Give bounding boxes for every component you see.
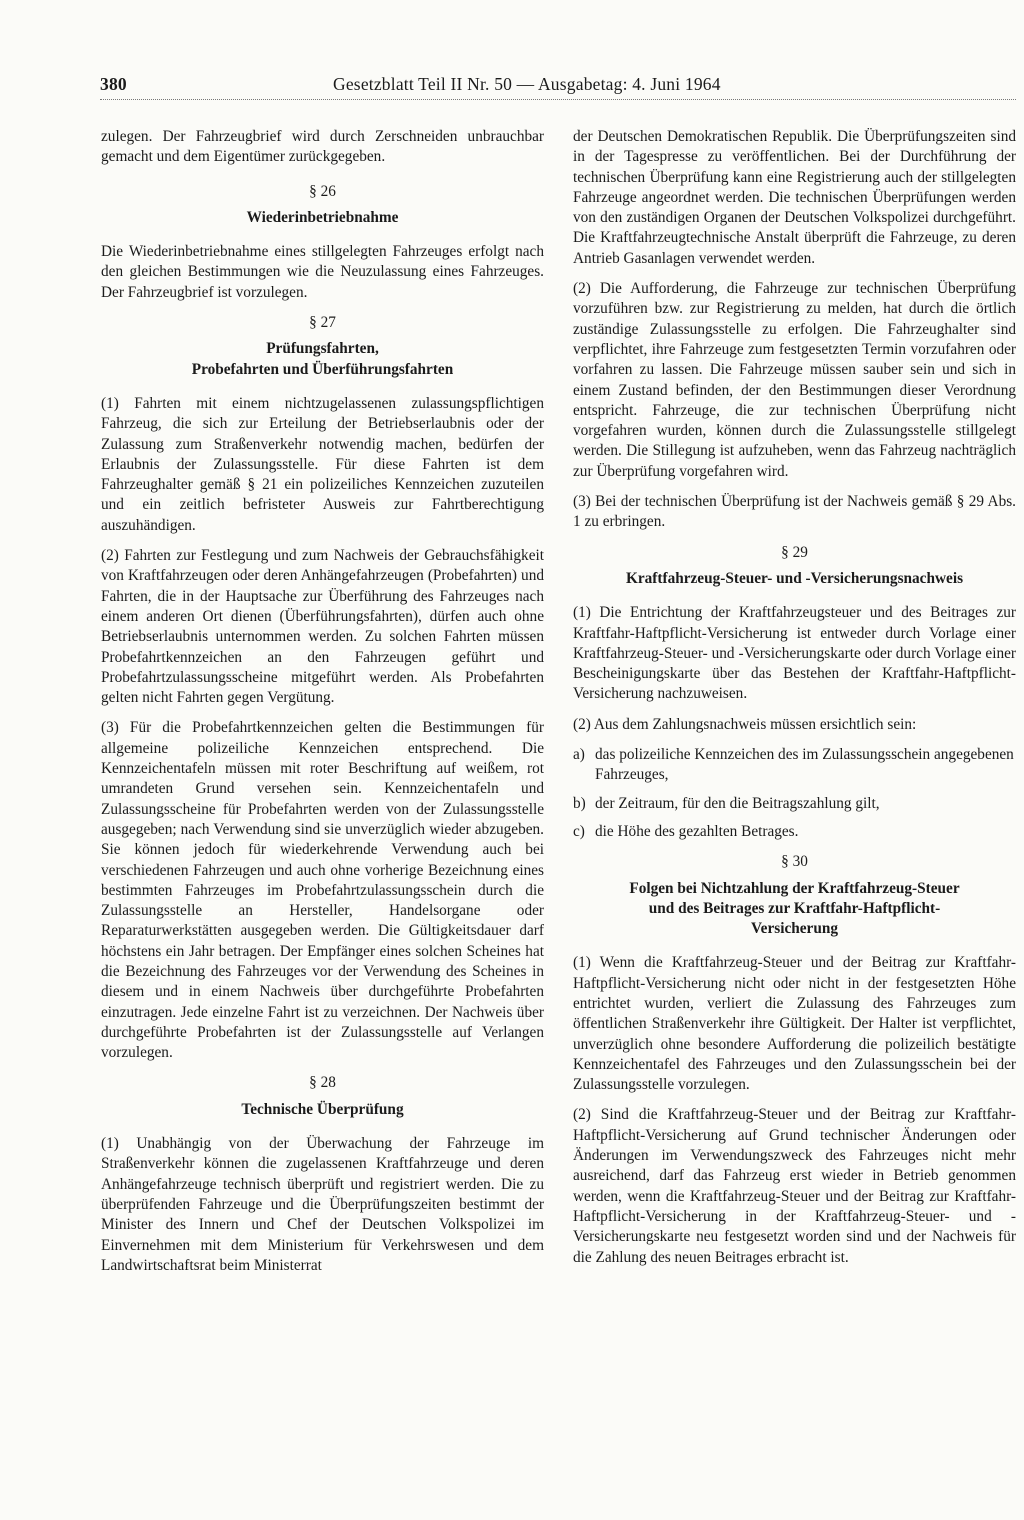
gazette-title: Gesetzblatt Teil II Nr. 50 — Ausgabetag: 4. Juni 1964 <box>333 74 721 94</box>
section-28-paragraph-1: (1) Unabhängig von der Überwachung der Fahrzeuge im Straßenverkehr können die zugelassenen Kraftfahrzeuge und deren Anhängefahrzeuge technisch überprüft und registriert werden. Die zu überprüfenden Fahrzeuge und die Überprüfungszeiten bestimmt der Minister des Innern und Chef der Deutschen Volkspolizei im Einvernehmen mit dem Ministerium für Verkehrswesen und dem Landwirtschaftsrat beim Ministerrat <box>101 1135 544 1274</box>
list-item-label: b) <box>573 794 586 812</box>
list-item-text: der Zeitraum, für den die Beitragszahlung gilt, <box>595 794 880 812</box>
section-27-paragraph-1: (1) Fahrten mit einem nichtzugelassenen zulassungspflichtigen Fahrzeug, die sich zur Erteilung der Betriebserlaubnis oder der Zulassung zum Straßenverkehr notwendig machen, bedürfen der Erlaubnis der Zulassungsstelle. Für diese Fahrten ist dem Fahrzeughalter gemäß § 21 ein polizeiliches Kennzeichen zuzuteilen und ein zeitlich befristeter Ausweis zur Fahrtberechtigung auszuhändigen. <box>101 394 544 534</box>
section-title-28: Technische Überprüfung <box>241 1100 404 1118</box>
section-28-paragraph-2: (2) Die Aufforderung, die Fahrzeuge zur technischen Überprüfung vorzuführen bzw. zur Registrierung zu melden, hat durch die örtlich zuständige Zulassungsstelle zu erfolgen. Die Fahrzeughalter sind verpflichtet, ihre Fahrzeuge zum festgesetzten Termin vorzufahren oder vorfahren zu lassen. Die Fahrzeuge müssen sauber sein und sich in einem Zustand befinden, der den Bestimmungen dieser Verordnung entspricht. Fahrzeuge, die zur technischen Überprüfung nicht vorgefahren wurden, können durch die Zulassungsstelle stillgelegt werden. Die Stillegung ist aufzuheben, wenn das Fahrzeug nachträglich zur Überprüfung vorgefahren wird. <box>573 280 1016 480</box>
list-item <box>573 822 1016 842</box>
section-27-paragraph-3: (3) Für die Probefahrtkennzeichen gelten die Bestimmungen für allgemeine polizeiliche Kennzeichen entsprechend. Die Kennzeichentafeln müssen mit roter Beschriftung auf weißem, rot umrandeten Grund versehen sein. Kennzeichentafeln und Zulassungsscheine für Probefahrten werden von der Zulassungsstelle ausgegeben; nach Verwendung sind sie unverzüglich wieder abzugeben. Sie können jedoch für wiederkehrende Verwendung auch bei verschiedenen Fahrzeugen und auch ohne vorherige Bezeichnung eines bestimmten Fahrzeuges im Probefahrtzulassungsschein durch die Zulassungsstelle an Hersteller, Handelsorgane oder Reparaturwerkstätten ausgegeben werden. Die Gültigkeitsdauer darf höchstens ein Jahr betragen. Der Empfänger eines solchen Scheines hat die Bezeichnung des Fahrzeuges vor der Verwendung des Scheines in diesem und in einem Nachweis über durchgeführte Probefahrten einzutragen. Jede einzelne Fahrt ist zu verzeichnen. Der Nachweis über durchgeführte Probefahrten ist der Zulassungsstelle auf Verlangen vorzulegen. <box>101 719 544 1062</box>
section-title-30-line1: Folgen bei Nichtzahlung der Kraftfahrzeug-Steuer <box>629 879 960 897</box>
section-29-paragraph-2: (2) Aus dem Zahlungsnachweis müssen ersichtlich sein: <box>573 715 917 733</box>
section-30-paragraph-1: (1) Wenn die Kraftfahrzeug-Steuer und der Beitrag zur Kraftfahr-Haftpflicht-Versicherung nicht oder nicht in der festgesetzten Höhe entrichtet wurden, verliert die Zulassung des Fahrzeuges zum öffentlichen Straßenverkehr ihre Gültigkeit. Der Halter ist verpflichtet, unverzüglich ohne besondere Aufforderung die polizeilich bestätigte Kennzeichentafel des Fahrzeuges und den Zulassungsschein bei der Zulassungsstelle vorzulegen. <box>573 954 1016 1094</box>
list-item-label: a) <box>573 746 585 764</box>
list-item <box>573 794 1016 814</box>
section-title-27-line1: Prüfungsfahrten, <box>266 340 379 358</box>
page-number: 380 <box>100 74 127 94</box>
section-number-26: § 26 <box>309 182 336 200</box>
section-title-26: Wiederinbetriebnahme <box>246 208 399 226</box>
section-28-paragraph-3: (3) Bei der technischen Überprüfung ist der Nachweis gemäß § 29 Abs. 1 zu erbringen. <box>573 493 1016 531</box>
section-27-paragraph-2: (2) Fahrten zur Festlegung und zum Nachweis der Gebrauchsfähigkeit von Kraftfahrzeugen oder deren Anhängefahrzeugen (Probefahrten) und Fahrten, die in der Hauptsache zur Überführung des Fahrzeuges nach einem anderen Ort dienen (Überführungsfahrten), dürfen auch ohne Betriebserlaubnis unternommen werden. Zu solchen Fahrten müssen Probefahrtkennzeichen an den Fahrzeugen geführt und Probefahrtzulassungsscheine mitgeführt werden. Als Probefahrten gelten nicht Fahrten gegen Vergütung. <box>101 547 544 707</box>
section-title-30-line3: Versicherung <box>751 920 838 938</box>
section-number-30: § 30 <box>781 853 808 871</box>
section-number-29: § 29 <box>781 543 808 561</box>
section-title-27-line2: Probefahrten und Überführungsfahrten <box>191 360 454 378</box>
continued-paragraph: zulegen. Der Fahrzeugbrief wird durch Zerschneiden unbrauchbar gemacht und dem Eigentümer zurückgegeben. <box>101 128 544 166</box>
section-title-27 <box>101 339 544 380</box>
right-column <box>573 127 1016 1278</box>
page-header <box>100 74 1016 98</box>
section-title-30-line2: und des Beitrages zur Kraftfahr-Haftpflicht- <box>648 899 941 917</box>
section-title-30 <box>573 879 1016 940</box>
list-item-text: die Höhe des gezahlten Betrages. <box>595 822 799 840</box>
left-column <box>101 127 544 1286</box>
list-item <box>573 745 1016 786</box>
section-26-paragraph: Die Wiederinbetriebnahme eines stillgelegten Fahrzeuges erfolgt nach den gleichen Bestimmungen wie die Neuzulassung eines Fahrzeuges. Der Fahrzeugbrief ist vorzulegen. <box>101 243 544 301</box>
list-item-label: c) <box>573 822 585 840</box>
section-number-27: § 27 <box>309 314 336 332</box>
section-30-paragraph-2: (2) Sind die Kraftfahrzeug-Steuer und der Beitrag zur Kraftfahr-Haftpflicht-Versicherung auf Grund technischer Änderungen oder Änderungen im Verwendungszweck des Fahrzeuges nicht mehr ausreichend, darf das Fahrzeug erst wieder in Betrieb genommen werden, wenn die Kraftfahrzeug-Steuer und der Beitrag zur Kraftfahr-Haftpflicht-Versicherung in der Kraftfahrzeug-Steuer- und -Versicherungskarte neu festgesetzt worden sind und der Nachweis für die Zahlung des neuen Beitrages erbracht ist. <box>573 1106 1016 1266</box>
header-divider <box>100 99 1016 100</box>
list-item-text: das polizeiliche Kennzeichen des im Zulassungsschein angegebenen Fahrzeuges, <box>595 746 1014 784</box>
section-29-paragraph-1: (1) Die Entrichtung der Kraftfahrzeugsteuer und des Beitrages zur Kraftfahr-Haftpflicht-Versicherung ist entweder durch Vorlage einer Kraftfahrzeug-Steuer- und -Versicherungskarte oder durch Vorlage einer Bescheinigungskarte über das Bestehen der Kraftfahr-Haftpflicht-Versicherung nachzuweisen. <box>573 604 1016 703</box>
section-28-paragraph-1-continued: der Deutschen Demokratischen Republik. Die Überprüfungszeiten sind in der Tagespresse zu veröffentlichen. Bei der Durchführung der technischen Überprüfung kann eine Registrierung auch der stillgelegten Fahrzeuge angeordnet werden. Die technischen Überprüfungen werden von den zuständigen Organen der Deutschen Volkspolizei durchgeführt. Die Kraftfahrzeugtechnische Anstalt überprüft die Fahrzeuge, zu deren Antrieb Gasanlagen verwendet werden. <box>573 128 1016 267</box>
section-number-28: § 28 <box>309 1074 336 1092</box>
section-title-29: Kraftfahrzeug-Steuer- und -Versicherungsnachweis <box>625 569 964 587</box>
